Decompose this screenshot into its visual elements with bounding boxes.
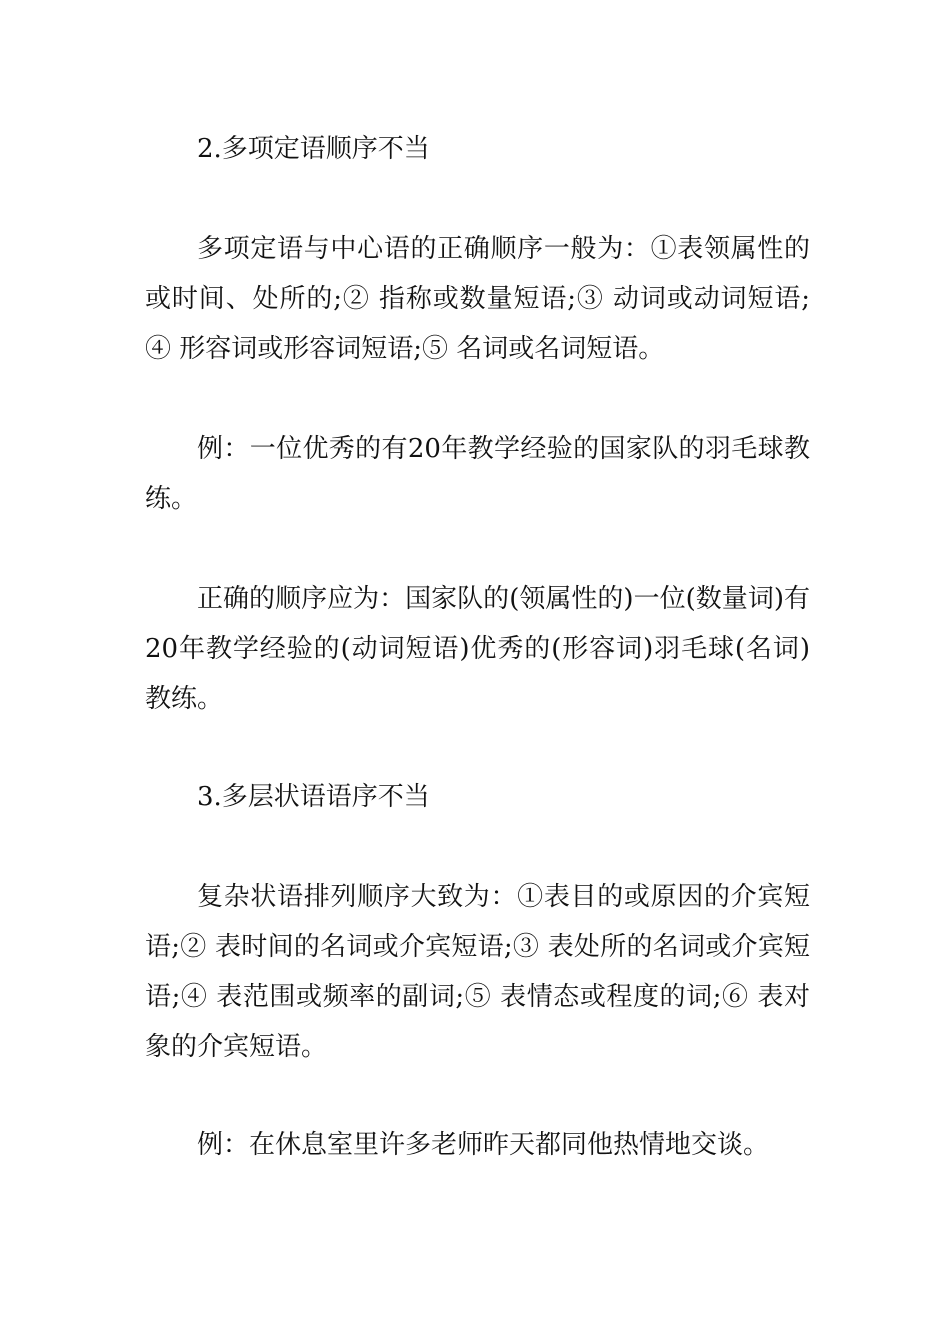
paragraph-correct-order: 正确的顺序应为：国家队的(领属性的)一位(数量词)有20年教学经验的(动词短语)优秀的(形容词)羽毛球(名词)教练。: [145, 584, 810, 714]
paragraph-attributive-order: 多项定语与中心语的正确顺序一般为：①表领属性的或时间、处所的;② 指称或数量短语;③ 动词或动词短语;④ 形容词或形容词短语;⑤ 名词或名词短语。: [145, 234, 810, 364]
section-heading-2: 2.多项定语顺序不当: [197, 134, 430, 164]
paragraph-example-1: 例：一位优秀的有20年教学经验的国家队的羽毛球教练。: [145, 434, 810, 514]
paragraph-adverbial-order: 复杂状语排列顺序大致为：①表目的或原因的介宾短语;② 表时间的名词或介宾短语;③ 表处所的名词或介宾短语;④ 表范围或频率的副词;⑤ 表情态或程度的词;⑥ 表对象的介宾短语。: [145, 882, 810, 1062]
paragraph-example-2: 例：在休息室里许多老师昨天都同他热情地交谈。: [197, 1130, 770, 1160]
section-heading-3: 3.多层状语语序不当: [197, 782, 430, 812]
